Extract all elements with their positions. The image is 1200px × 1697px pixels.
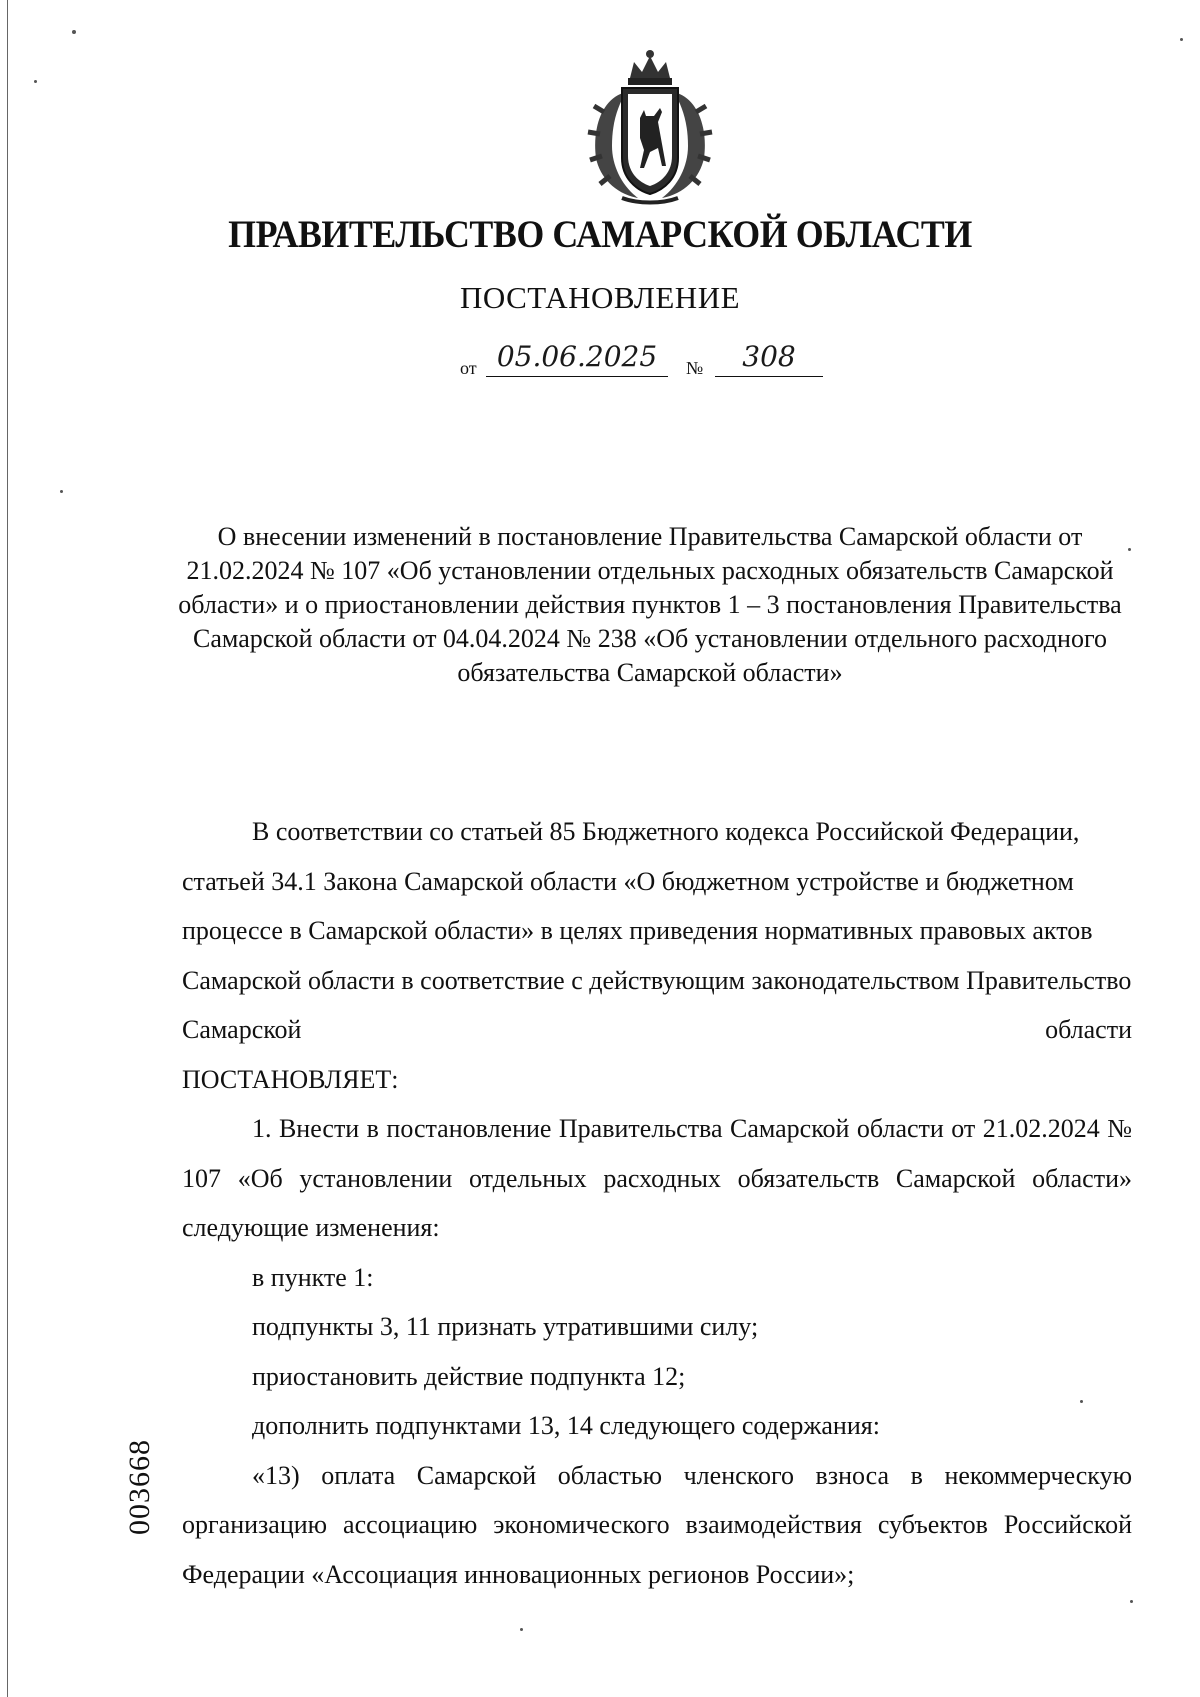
body-line: в пункте 1: — [252, 1262, 374, 1292]
document-body — [182, 807, 1132, 1599]
page-edge-line — [7, 0, 8, 1697]
scan-speck — [520, 1628, 523, 1631]
document-number: 308 — [715, 340, 823, 377]
document-subject: О внесении изменений в постановление Правительства Самарской области от 21.02.2024 № 107 «Об установлении отдельных расходных обязательств Самарской области» и о приостановлении действия пунктов 1 – 3 постановления Правительства Самарской области от 04.04.2024 № 238 «Об установлении отдельного расходного обязательства Самарской области» — [178, 522, 1122, 687]
samara-region-coat-of-arms-icon — [582, 48, 718, 206]
scan-speck — [1180, 38, 1183, 41]
scan-speck — [1128, 548, 1131, 551]
scan-speck — [1130, 1600, 1133, 1603]
document-type: ПОСТАНОВЛЕНИЕ — [459, 280, 741, 315]
scan-speck — [34, 80, 37, 83]
preamble-paragraph: В соответствии со статьей 85 Бюджетного кодекса Российской Федерации, статьей 34.1 Закона Самарской области «О бюджетном устройстве и бюджетном процессе в Самарской области» в целях приведения нормативных правовых актов Самарской области в соответствие с действующим законодательством Правительство Самарской области — [182, 817, 1132, 1044]
subitem-13-paragraph: «13) оплата Самарской областью членского взноса в некоммерческую организацию ассоциацию экономического взаимодействия субъектов Российской Федерации «Ассоциация инновационных регионов России»; — [182, 1460, 1132, 1589]
body-line: приостановить действие подпункта 12; — [252, 1361, 686, 1391]
date-prefix: от — [460, 358, 477, 378]
number-sign: № — [686, 358, 704, 378]
authority-title: ПРАВИТЕЛЬСТВО САМАРСКОЙ ОБЛАСТИ — [228, 213, 972, 256]
item-1-paragraph: 1. Внести в постановление Правительства Самарской области от 21.02.2024 № 107 «Об установлении отдельных расходных обязательств Самарской области» следующие изменения: — [182, 1114, 1132, 1242]
body-line: подпункты 3, 11 признать утратившими силу; — [252, 1312, 759, 1341]
document-date: 05.06.2025 — [486, 340, 668, 377]
date-number-line — [460, 340, 860, 380]
body-line: дополнить подпунктами 13, 14 следующего содержания: — [252, 1411, 880, 1440]
scan-speck — [1080, 1400, 1083, 1403]
resolution-keyword: ПОСТАНОВЛЯЕТ: — [182, 1064, 399, 1094]
scan-speck — [60, 490, 63, 493]
scan-speck — [72, 30, 76, 34]
registration-number-text: 003668 — [123, 1439, 156, 1535]
